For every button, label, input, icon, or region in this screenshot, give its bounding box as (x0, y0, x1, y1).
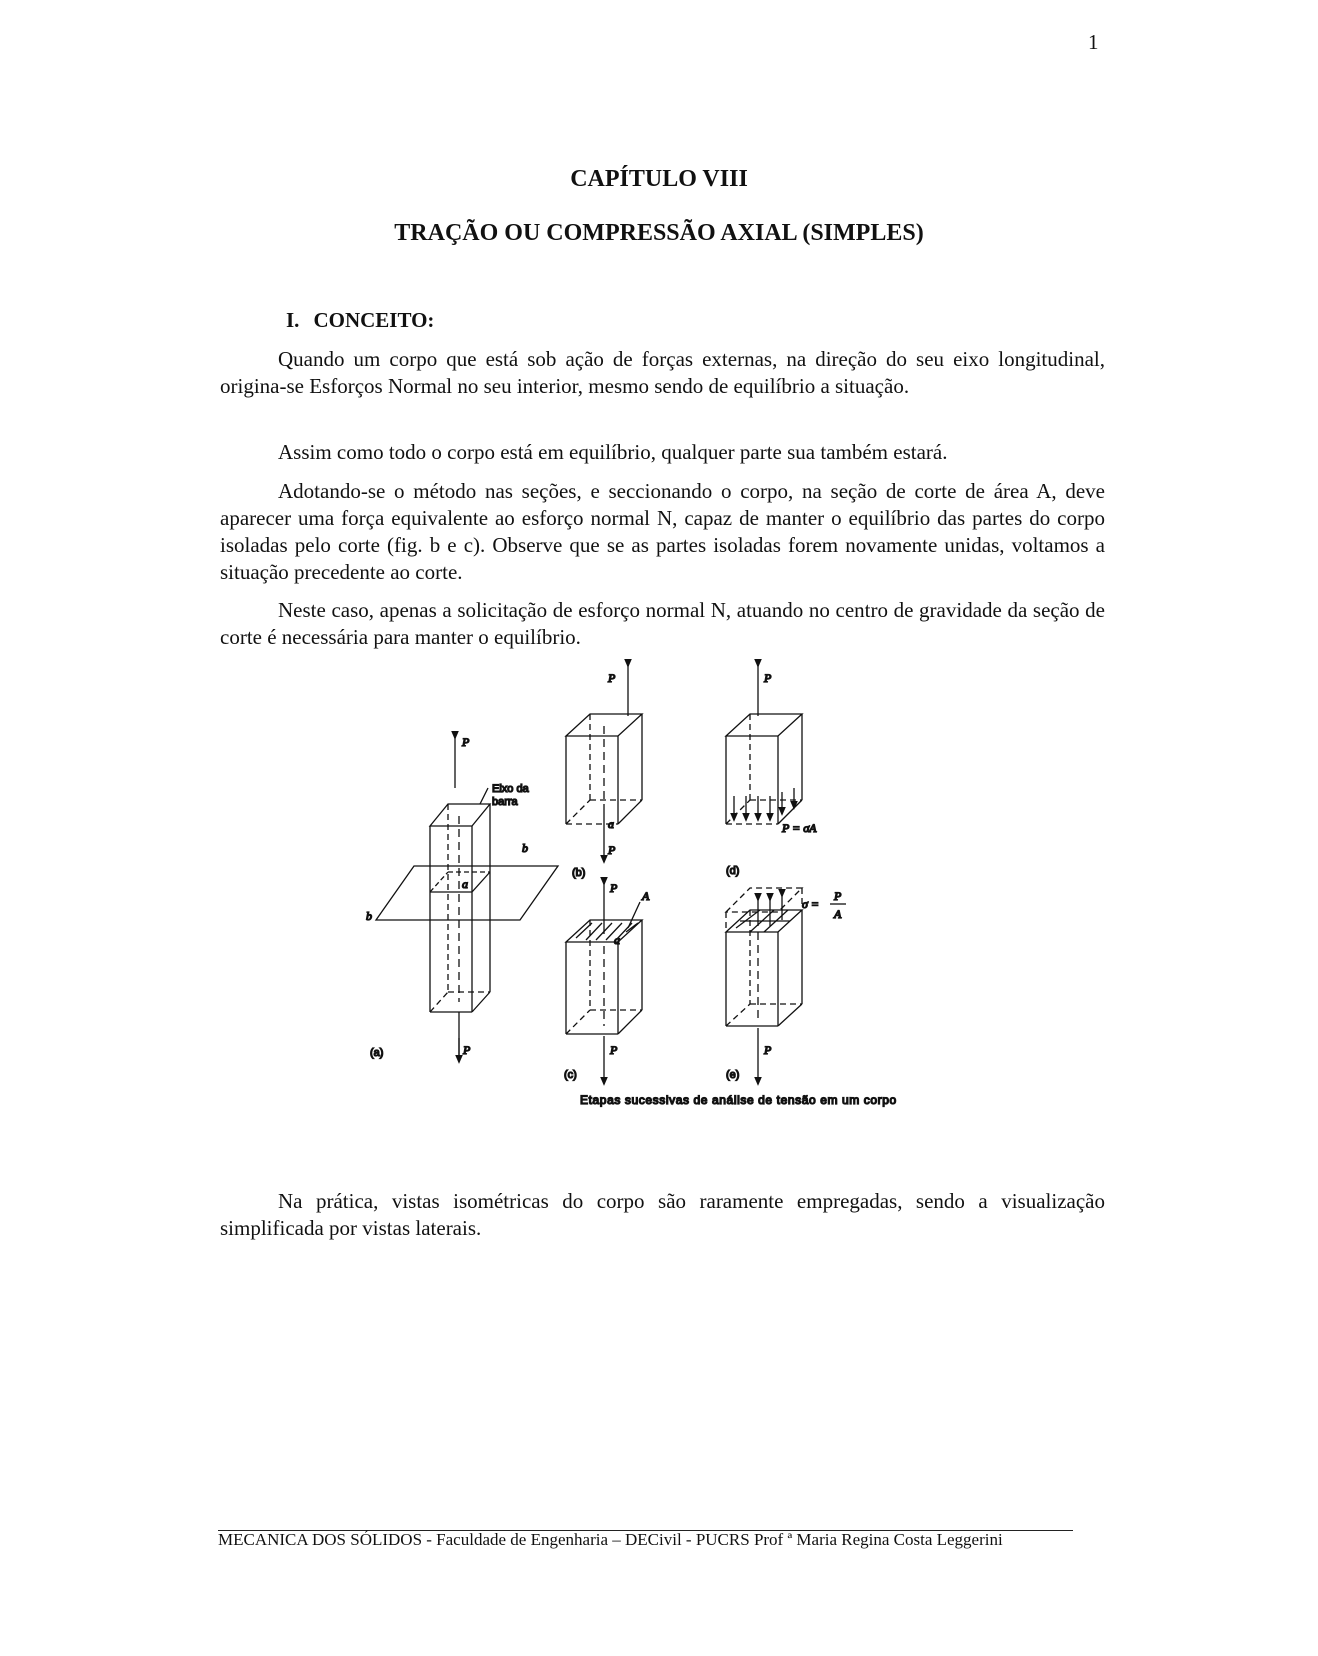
paragraph-2: Assim como todo o corpo está em equilíbrio, qualquer parte sua também estará. (278, 440, 948, 464)
paragraph-3: Adotando-se o método nas seções, e seccionando o corpo, na seção de corte de área A, deve aparecer uma força equivalente ao esforço normal N, capaz de manter o equilíbrio das partes do corpo isoladas pelo corte (fig. b e c). Observe que se as partes isoladas forem novamente unidas, voltamos a situação precedente ao corte. (220, 479, 1105, 584)
plane-label-right: b (522, 841, 528, 855)
page-number: 1 (1088, 30, 1099, 54)
panel-d-label: (d) (726, 865, 740, 877)
panel-c-section-label: a (614, 933, 620, 947)
panel-a-force-top-label: P (462, 735, 470, 749)
section-title: CONCEITO: (313, 308, 435, 332)
chapter-title: TRAÇÃO OU COMPRESSÃO AXIAL (SIMPLES) (394, 220, 924, 246)
panel-e-drawing (726, 888, 846, 1082)
section-heading (286, 308, 434, 333)
figure-caption: Etapas sucessivas de análise de tensão em um corpo (580, 1093, 897, 1107)
panel-e-label: (e) (726, 1069, 740, 1081)
panel-b-force-bottom-label: P (608, 843, 616, 857)
paragraph-1: Quando um corpo que está sob ação de forças externas, na direção do seu eixo longitudinal, origina-se Esforços Normal no seu interior, mesmo sendo de equilíbrio a situação. (220, 347, 1105, 398)
panel-e-stress-label: σ = (802, 897, 820, 911)
panel-c-drawing (566, 882, 642, 1082)
plane-label-left: b (366, 909, 372, 923)
panel-d-resultant-label: P = σA (782, 821, 817, 835)
panel-d-drawing (726, 664, 802, 824)
panel-c-force-top-label: P (610, 881, 618, 895)
axis-label-line1: Eixo da (492, 783, 529, 795)
panel-a-drawing (376, 736, 558, 1060)
paragraph-4: Neste caso, apenas a solicitação de esforço normal N, atuando no centro de gravidade da seção de corte é necessária para manter o equilíbrio. (220, 598, 1105, 649)
panel-c-area-label: A (642, 889, 650, 903)
stress-analysis-figure (366, 671, 930, 1158)
panel-e-stress-denominator: A (834, 907, 842, 921)
panel-a-label: (a) (370, 1047, 384, 1059)
panel-a-section-label: a (462, 877, 468, 891)
page-footer: MECANICA DOS SÓLIDOS - Faculdade de Engenharia – DECivil - PUCRS Prof ª Maria Regina Costa Leggerini (218, 1530, 1003, 1549)
panel-d-force-label: P (764, 671, 772, 685)
paragraph-5: Na prática, vistas isométricas do corpo são raramente empregadas, sendo a visualização simplificada por vistas laterais. (220, 1189, 1105, 1240)
panel-e-stress-numerator: P (834, 889, 842, 903)
panel-b-drawing (566, 664, 642, 860)
axis-label-line2: barra (492, 796, 518, 808)
section-number: I. (286, 308, 300, 332)
panel-c-label: (c) (564, 1069, 577, 1081)
chapter-heading: CAPÍTULO VIII (570, 166, 748, 192)
panel-c-force-bottom-label: P (610, 1043, 618, 1057)
panel-b-force-top-label: P (608, 671, 616, 685)
panel-b-section-label: a (608, 817, 614, 831)
panel-a-force-bottom-label: P (463, 1043, 471, 1057)
panel-b-label: (b) (572, 867, 586, 879)
panel-e-force-label: P (764, 1043, 772, 1057)
